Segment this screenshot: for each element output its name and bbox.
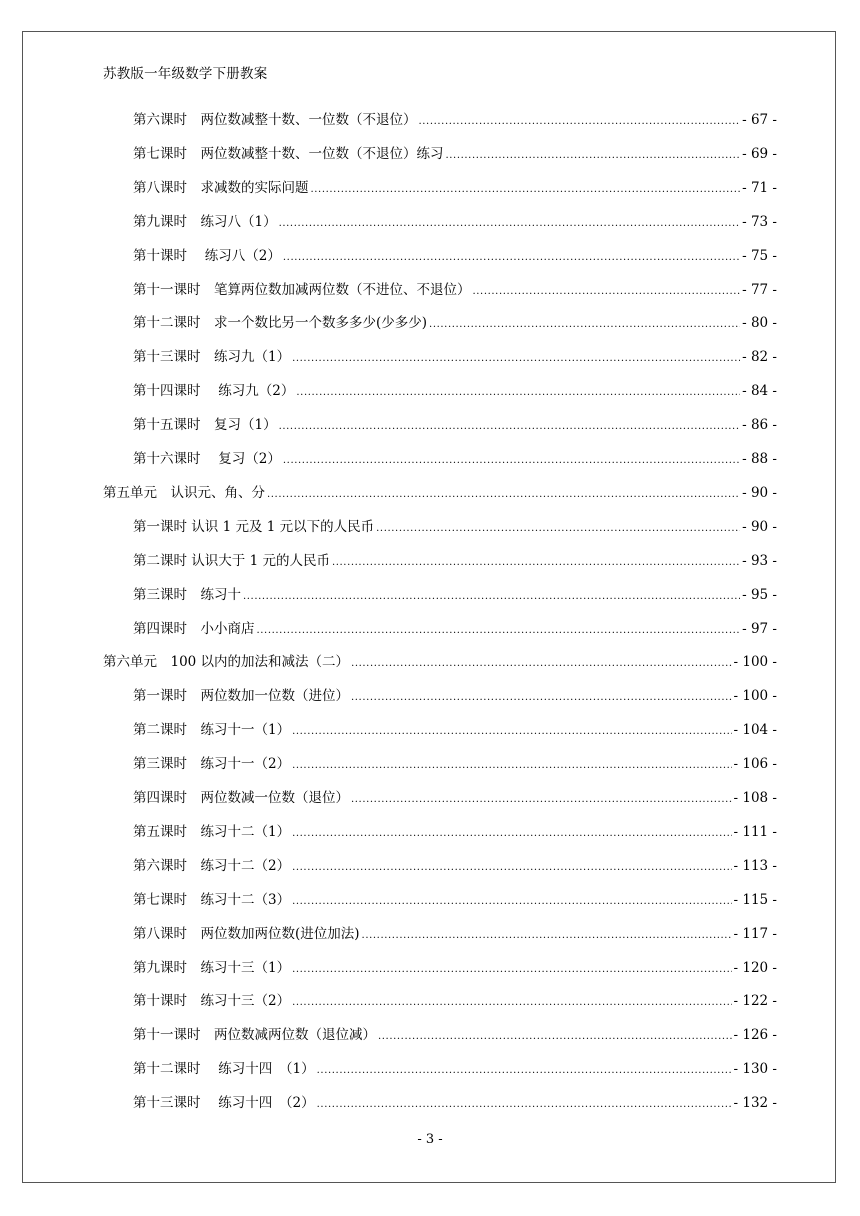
toc-leader-dots: [419, 116, 741, 127]
toc-lesson-entry[interactable]: [133, 956, 777, 976]
toc-leader-dots: [317, 1099, 732, 1110]
toc-lesson-entry[interactable]: [133, 1091, 777, 1111]
toc-leader-dots: [292, 760, 731, 771]
toc-entry-title: 第九课时 练习八（1）: [133, 213, 277, 230]
toc-leader-dots: [292, 896, 731, 907]
toc-entry-title: 第十课时 练习八（2）: [133, 247, 281, 264]
toc-entry-title: 第十课时 练习十三（2）: [133, 993, 291, 1010]
toc-leader-dots: [429, 319, 740, 330]
toc-entry-page: - 108 -: [733, 790, 777, 806]
toc-lesson-entry[interactable]: [133, 413, 777, 433]
toc-entry-title: 第五课时 练习十二（1）: [133, 823, 291, 840]
toc-lesson-entry[interactable]: [133, 684, 777, 704]
toc-entry-page: - 126 -: [733, 1027, 777, 1044]
toc-lesson-entry[interactable]: [133, 447, 777, 467]
toc-entry-page: - 111 -: [733, 823, 777, 840]
toc-entry-page: - 75 -: [742, 247, 777, 264]
toc-entry-title: 第三课时 练习十: [133, 586, 241, 603]
toc-entry-page: - 77 -: [742, 281, 777, 298]
toc-lesson-entry[interactable]: [133, 345, 777, 365]
toc-lesson-entry[interactable]: [133, 922, 777, 942]
toc-entry-title: 第八课时 求减数的实际问题: [133, 179, 309, 196]
toc-leader-dots: [292, 353, 740, 364]
toc-leader-dots: [283, 455, 740, 466]
toc-lesson-entry[interactable]: [133, 311, 777, 331]
toc-entry-page: - 67 -: [742, 112, 777, 128]
toc-lesson-entry[interactable]: [133, 1023, 777, 1043]
toc-entry-page: - 97 -: [742, 620, 777, 637]
toc-entry-title: 第一课时 两位数加一位数（进位）: [133, 688, 349, 705]
toc-entry-page: - 90 -: [742, 484, 777, 501]
toc-entry-page: - 80 -: [742, 315, 777, 332]
toc-entry-title: 第十二课时 求一个数比另一个数多多少(少多少): [133, 315, 428, 332]
toc-lesson-entry[interactable]: [133, 1057, 777, 1077]
toc-lesson-entry[interactable]: [133, 108, 777, 128]
toc-leader-dots: [292, 997, 731, 1008]
toc-entry-title: 第十六课时 复习（2）: [133, 451, 281, 467]
toc-entry-page: - 122 -: [733, 993, 777, 1010]
toc-leader-dots: [351, 692, 732, 703]
toc-entry-title: 第五单元 认识元、角、分: [103, 484, 265, 501]
toc-lesson-entry[interactable]: [133, 752, 777, 772]
toc-entry-title: 第十五课时 复习（1）: [133, 417, 277, 434]
toc-entry-title: 第十三课时 练习十四 （2）: [133, 1095, 315, 1112]
toc-entry-title: 第七课时 两位数减整十数、一位数（不退位）练习: [133, 145, 444, 162]
toc-lesson-entry[interactable]: [133, 549, 777, 569]
toc-leader-dots: [378, 1031, 732, 1042]
toc-leader-dots: [317, 1065, 732, 1076]
toc-lesson-entry[interactable]: [133, 989, 777, 1009]
running-header: 苏教版一年级数学下册教案: [103, 66, 268, 82]
toc-leader-dots: [267, 489, 740, 500]
toc-entry-page: - 120 -: [733, 959, 777, 976]
toc-entry-page: - 106 -: [733, 756, 777, 773]
toc-entry-title: 第八课时 两位数加两位数(进位加法): [133, 925, 360, 942]
toc-leader-dots: [473, 286, 741, 297]
toc-leader-dots: [362, 930, 732, 941]
toc-entry-page: - 115 -: [733, 891, 777, 908]
toc-entry-title: 第二课时 认识大于 1 元的人民币: [133, 552, 330, 569]
toc-entry-page: - 90 -: [742, 518, 777, 535]
toc-entry-page: - 88 -: [742, 451, 777, 467]
toc-lesson-entry[interactable]: [133, 244, 777, 264]
toc-lesson-entry[interactable]: [133, 176, 777, 196]
toc-leader-dots: [332, 557, 740, 568]
page-border: [22, 31, 836, 1183]
toc-entry-page: - 84 -: [742, 383, 777, 400]
toc-leader-dots: [351, 794, 732, 805]
toc-lesson-entry[interactable]: [133, 515, 777, 535]
toc-entry-title: 第十一课时 笔算两位数加减两位数（不进位、不退位）: [133, 281, 471, 298]
toc-lesson-entry[interactable]: [133, 888, 777, 908]
toc-leader-dots: [311, 184, 741, 195]
toc-lesson-entry[interactable]: [133, 142, 777, 162]
toc-lesson-entry[interactable]: [133, 786, 777, 806]
toc-entry-title: 第四课时 小小商店: [133, 620, 255, 637]
toc-leader-dots: [257, 625, 741, 636]
toc-entry-title: 第六课时 两位数减整十数、一位数（不退位）: [133, 112, 417, 128]
toc-entry-title: 第十一课时 两位数减两位数（退位减）: [133, 1027, 376, 1044]
toc-leader-dots: [283, 252, 740, 263]
toc-entry-page: - 132 -: [733, 1095, 777, 1112]
toc-leader-dots: [351, 658, 731, 669]
toc-lesson-entry[interactable]: [133, 617, 777, 637]
toc-entry-page: - 113 -: [733, 857, 777, 874]
toc-entry-title: 第十四课时 练习九（2）: [133, 383, 295, 400]
toc-entry-title: 第七课时 练习十二（3）: [133, 891, 291, 908]
toc-entry-page: - 93 -: [742, 552, 777, 569]
toc-entry-title: 第四课时 两位数减一位数（退位）: [133, 790, 349, 806]
toc-leader-dots: [292, 726, 731, 737]
toc-entry-page: - 82 -: [742, 349, 777, 366]
toc-leader-dots: [292, 862, 731, 873]
toc-lesson-entry[interactable]: [133, 278, 777, 298]
toc-leader-dots: [279, 421, 741, 432]
toc-entry-page: - 73 -: [742, 213, 777, 230]
toc-lesson-entry[interactable]: [133, 210, 777, 230]
toc-entry-title: 第九课时 练习十三（1）: [133, 959, 291, 976]
toc-entry-page: - 104 -: [733, 722, 777, 739]
page-number: - 3 -: [417, 1132, 443, 1147]
toc-lesson-entry[interactable]: [133, 583, 777, 603]
toc-lesson-entry[interactable]: [133, 718, 777, 738]
toc-entry-page: - 117 -: [733, 925, 777, 942]
toc-lesson-entry[interactable]: [133, 854, 777, 874]
toc-unit-entry[interactable]: [103, 481, 777, 501]
toc-leader-dots: [446, 150, 741, 161]
toc-entry-title: 第十二课时 练习十四 （1）: [133, 1061, 315, 1078]
toc-entry-title: 第六单元 100 以内的加法和减法（二）: [103, 654, 350, 671]
toc-entry-page: - 100 -: [733, 654, 777, 671]
toc-entry-title: 第一课时 认识 1 元及 1 元以下的人民币: [133, 518, 375, 535]
toc-entry-page: - 69 -: [742, 145, 777, 162]
toc-entry-title: 第三课时 练习十一（2）: [133, 756, 291, 773]
toc-entry-page: - 86 -: [742, 417, 777, 434]
toc-entry-page: - 71 -: [742, 179, 777, 196]
toc-entry-title: 第二课时 练习十一（1）: [133, 722, 291, 739]
toc-leader-dots: [292, 828, 731, 839]
toc-leader-dots: [279, 218, 741, 229]
toc-unit-entry[interactable]: [103, 650, 777, 670]
toc-leader-dots: [376, 523, 740, 534]
toc-lesson-entry[interactable]: [133, 820, 777, 840]
toc-entry-page: - 130 -: [733, 1061, 777, 1078]
toc-entry-title: 第十三课时 练习九（1）: [133, 349, 291, 366]
toc-leader-dots: [296, 387, 740, 398]
toc-entry-page: - 95 -: [742, 586, 777, 603]
toc-entry-title: 第六课时 练习十二（2）: [133, 857, 291, 874]
toc-entry-page: - 100 -: [733, 688, 777, 705]
toc-lesson-entry[interactable]: [133, 379, 777, 399]
toc-leader-dots: [243, 591, 740, 602]
toc-leader-dots: [292, 964, 731, 975]
